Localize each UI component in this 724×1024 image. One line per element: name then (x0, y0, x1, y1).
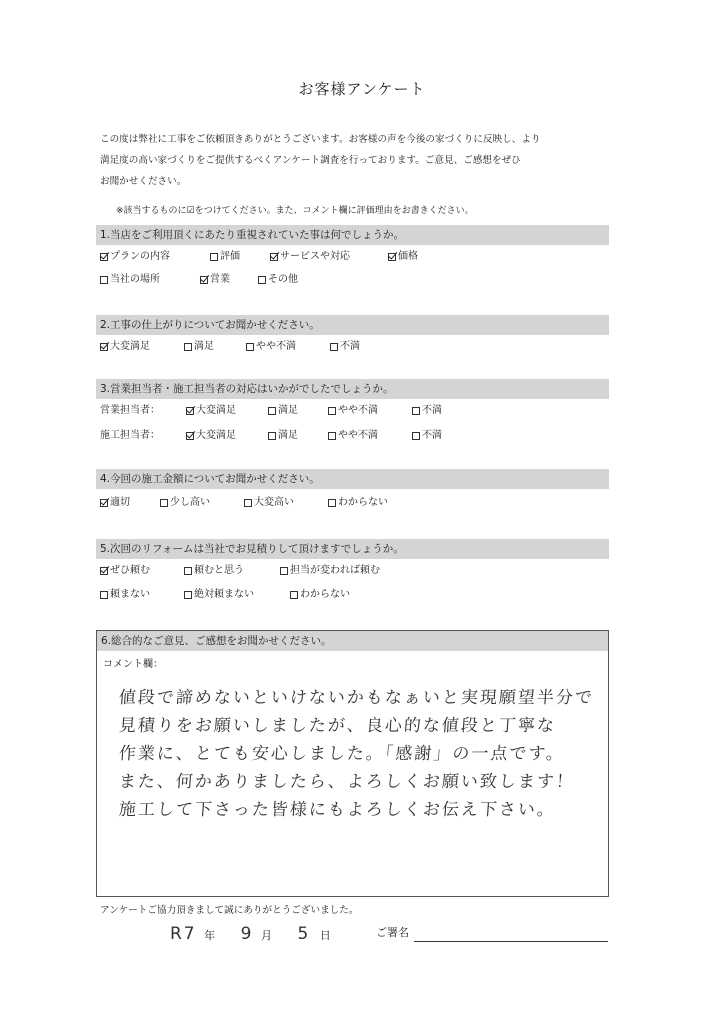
intro-line: この度は弊社に工事をご依頼頂きありがとうございます。お客様の声を今後の家づくりに反映し、より (100, 134, 541, 145)
comment-line[interactable]: 見積りをお願いしましたが、良心的な値段と丁寧な (118, 716, 557, 736)
q3-construction-very-satisfied[interactable]: 大変満足 (186, 428, 236, 444)
checkbox-icon[interactable] (328, 499, 336, 507)
checkbox-icon[interactable] (412, 432, 420, 440)
comment-line[interactable]: 作業に、とても安心しました。「感謝」の一点です。 (118, 744, 566, 764)
q1-option-sales[interactable]: 営業 (200, 272, 230, 288)
q1-option-rating[interactable]: 評価 (210, 249, 240, 265)
q1-option-other[interactable]: その他 (258, 272, 298, 288)
question-3: 3.営業担当者・施工担当者の対応はいかがでしたでしょうか。 (96, 379, 609, 399)
q4-option-slightly-high[interactable]: 少し高い (160, 495, 210, 511)
checkbox-icon[interactable] (388, 253, 396, 261)
q3-sales-dissatisfied[interactable]: 不満 (412, 403, 442, 419)
q5-option-unknown[interactable]: わからない (290, 587, 350, 603)
question-6: 6.総合的なご意見、ご感想をお聞かせください。 (97, 631, 608, 651)
checkbox-icon[interactable] (244, 499, 252, 507)
checkbox-icon[interactable] (280, 567, 288, 575)
q5-row-2 (100, 587, 600, 603)
thank-you-note: アンケートご協力頂きまして誠にありがとうございました。 (100, 905, 359, 916)
comment-section (96, 630, 609, 897)
signature-field[interactable] (414, 941, 608, 942)
checkbox-icon[interactable] (100, 276, 108, 284)
checkbox-icon[interactable] (328, 407, 336, 415)
date-day[interactable]: 5 (297, 924, 311, 944)
comment-line[interactable]: 値段で諦めないといけないかもなぁいと実現願望半分で (118, 688, 595, 708)
q1-row-1 (100, 249, 600, 265)
q1-option-plan[interactable]: プランの内容 (100, 249, 170, 265)
checkbox-icon[interactable] (328, 432, 336, 440)
q3-construction-row (100, 428, 600, 444)
q3-construction-somewhat-dissatisfied[interactable]: やや不満 (328, 428, 378, 444)
q3-construction-dissatisfied[interactable]: 不満 (412, 428, 442, 444)
sales-staff-label: 営業担当者： (100, 405, 160, 416)
checkbox-icon[interactable] (100, 499, 108, 507)
checkbox-icon[interactable] (210, 253, 218, 261)
q3-sales-satisfied[interactable]: 満足 (268, 403, 298, 419)
q2-option-satisfied[interactable]: 満足 (184, 339, 214, 355)
intro-line: 満足度の高い家づくりをご提供するべくアンケート調査を行っております。ご意見、ご感想をぜひ (100, 155, 521, 166)
date-row (170, 924, 331, 944)
q3-construction-satisfied[interactable]: 満足 (268, 428, 298, 444)
question-2: 2.工事の仕上がりについてお聞かせください。 (96, 315, 609, 335)
checkbox-icon[interactable] (100, 253, 108, 261)
checkbox-icon[interactable] (412, 407, 420, 415)
checkbox-icon[interactable] (184, 343, 192, 351)
date-year[interactable]: R7 (170, 924, 197, 944)
q3-sales-somewhat-dissatisfied[interactable]: やや不満 (328, 403, 378, 419)
q1-row-2 (100, 272, 600, 288)
question-5: 5.次回のリフォームは当社でお見積りして頂けますでしょうか。 (96, 539, 609, 559)
checkbox-icon[interactable] (200, 276, 208, 284)
checkbox-icon[interactable] (290, 591, 298, 599)
q2-option-dissatisfied[interactable]: 不満 (330, 339, 360, 355)
checkbox-icon[interactable] (330, 343, 338, 351)
intro-line: お聞かせください。 (100, 176, 187, 187)
checkbox-icon[interactable] (184, 591, 192, 599)
comment-line[interactable]: また、何かありましたら、よろしくお願い致します！ (118, 772, 576, 792)
checkbox-icon[interactable] (268, 407, 276, 415)
q5-option-will-not[interactable]: 頼まない (100, 587, 150, 603)
question-1: 1.当店をご利用頂くにあたり重視されていた事は何でしょうか。 (96, 225, 609, 245)
intro-text (100, 129, 620, 192)
q4-option-unknown[interactable]: わからない (328, 495, 388, 511)
q1-option-price[interactable]: 価格 (388, 249, 418, 265)
q5-option-if-staff-changes[interactable]: 担当が変われば頼む (280, 563, 380, 579)
page-title: お客様アンケート (298, 80, 426, 98)
q5-option-probably[interactable]: 頼むと思う (184, 563, 244, 579)
q3-sales-row (100, 403, 600, 419)
q1-option-service[interactable]: サービスや対応 (270, 249, 350, 265)
checkbox-icon[interactable] (100, 567, 108, 575)
q4-options (100, 495, 600, 511)
comment-line[interactable]: 施工して下さった皆様にもよろしくお伝え下さい。 (118, 800, 557, 820)
checkbox-icon[interactable] (246, 343, 254, 351)
q4-option-very-high[interactable]: 大変高い (244, 495, 294, 511)
checkbox-icon[interactable] (100, 343, 108, 351)
q2-option-somewhat-dissatisfied[interactable]: やや不満 (246, 339, 296, 355)
q2-options (100, 339, 600, 355)
checkbox-icon[interactable] (100, 591, 108, 599)
q1-option-location[interactable]: 当社の場所 (100, 272, 160, 288)
q4-option-appropriate[interactable]: 適切 (100, 495, 130, 511)
date-month[interactable]: 9 (240, 924, 254, 944)
q5-option-never[interactable]: 絶対頼まない (184, 587, 254, 603)
checkbox-icon[interactable] (268, 432, 276, 440)
instruction-note: ※該当するものに☑をつけてください。また、コメント欄に評価理由をお書きください。 (116, 206, 474, 216)
checkbox-icon[interactable] (184, 567, 192, 575)
q3-sales-very-satisfied[interactable]: 大変満足 (186, 403, 236, 419)
signature-label: ご署名 (376, 926, 409, 939)
checkbox-icon[interactable] (258, 276, 266, 284)
checkbox-icon[interactable] (160, 499, 168, 507)
month-label: 月 (260, 929, 272, 942)
comment-label: コメント欄： (103, 659, 163, 670)
year-label: 年 (204, 929, 216, 942)
construction-staff-label: 施工担当者： (100, 430, 160, 441)
checkbox-icon[interactable] (186, 432, 194, 440)
q5-option-definitely[interactable]: ぜひ頼む (100, 563, 150, 579)
q2-option-very-satisfied[interactable]: 大変満足 (100, 339, 150, 355)
q5-row-1 (100, 563, 600, 579)
day-label: 日 (319, 929, 331, 942)
checkbox-icon[interactable] (270, 253, 278, 261)
checkbox-icon[interactable] (186, 407, 194, 415)
question-4: 4.今回の施工金額についてお聞かせください。 (96, 469, 609, 489)
